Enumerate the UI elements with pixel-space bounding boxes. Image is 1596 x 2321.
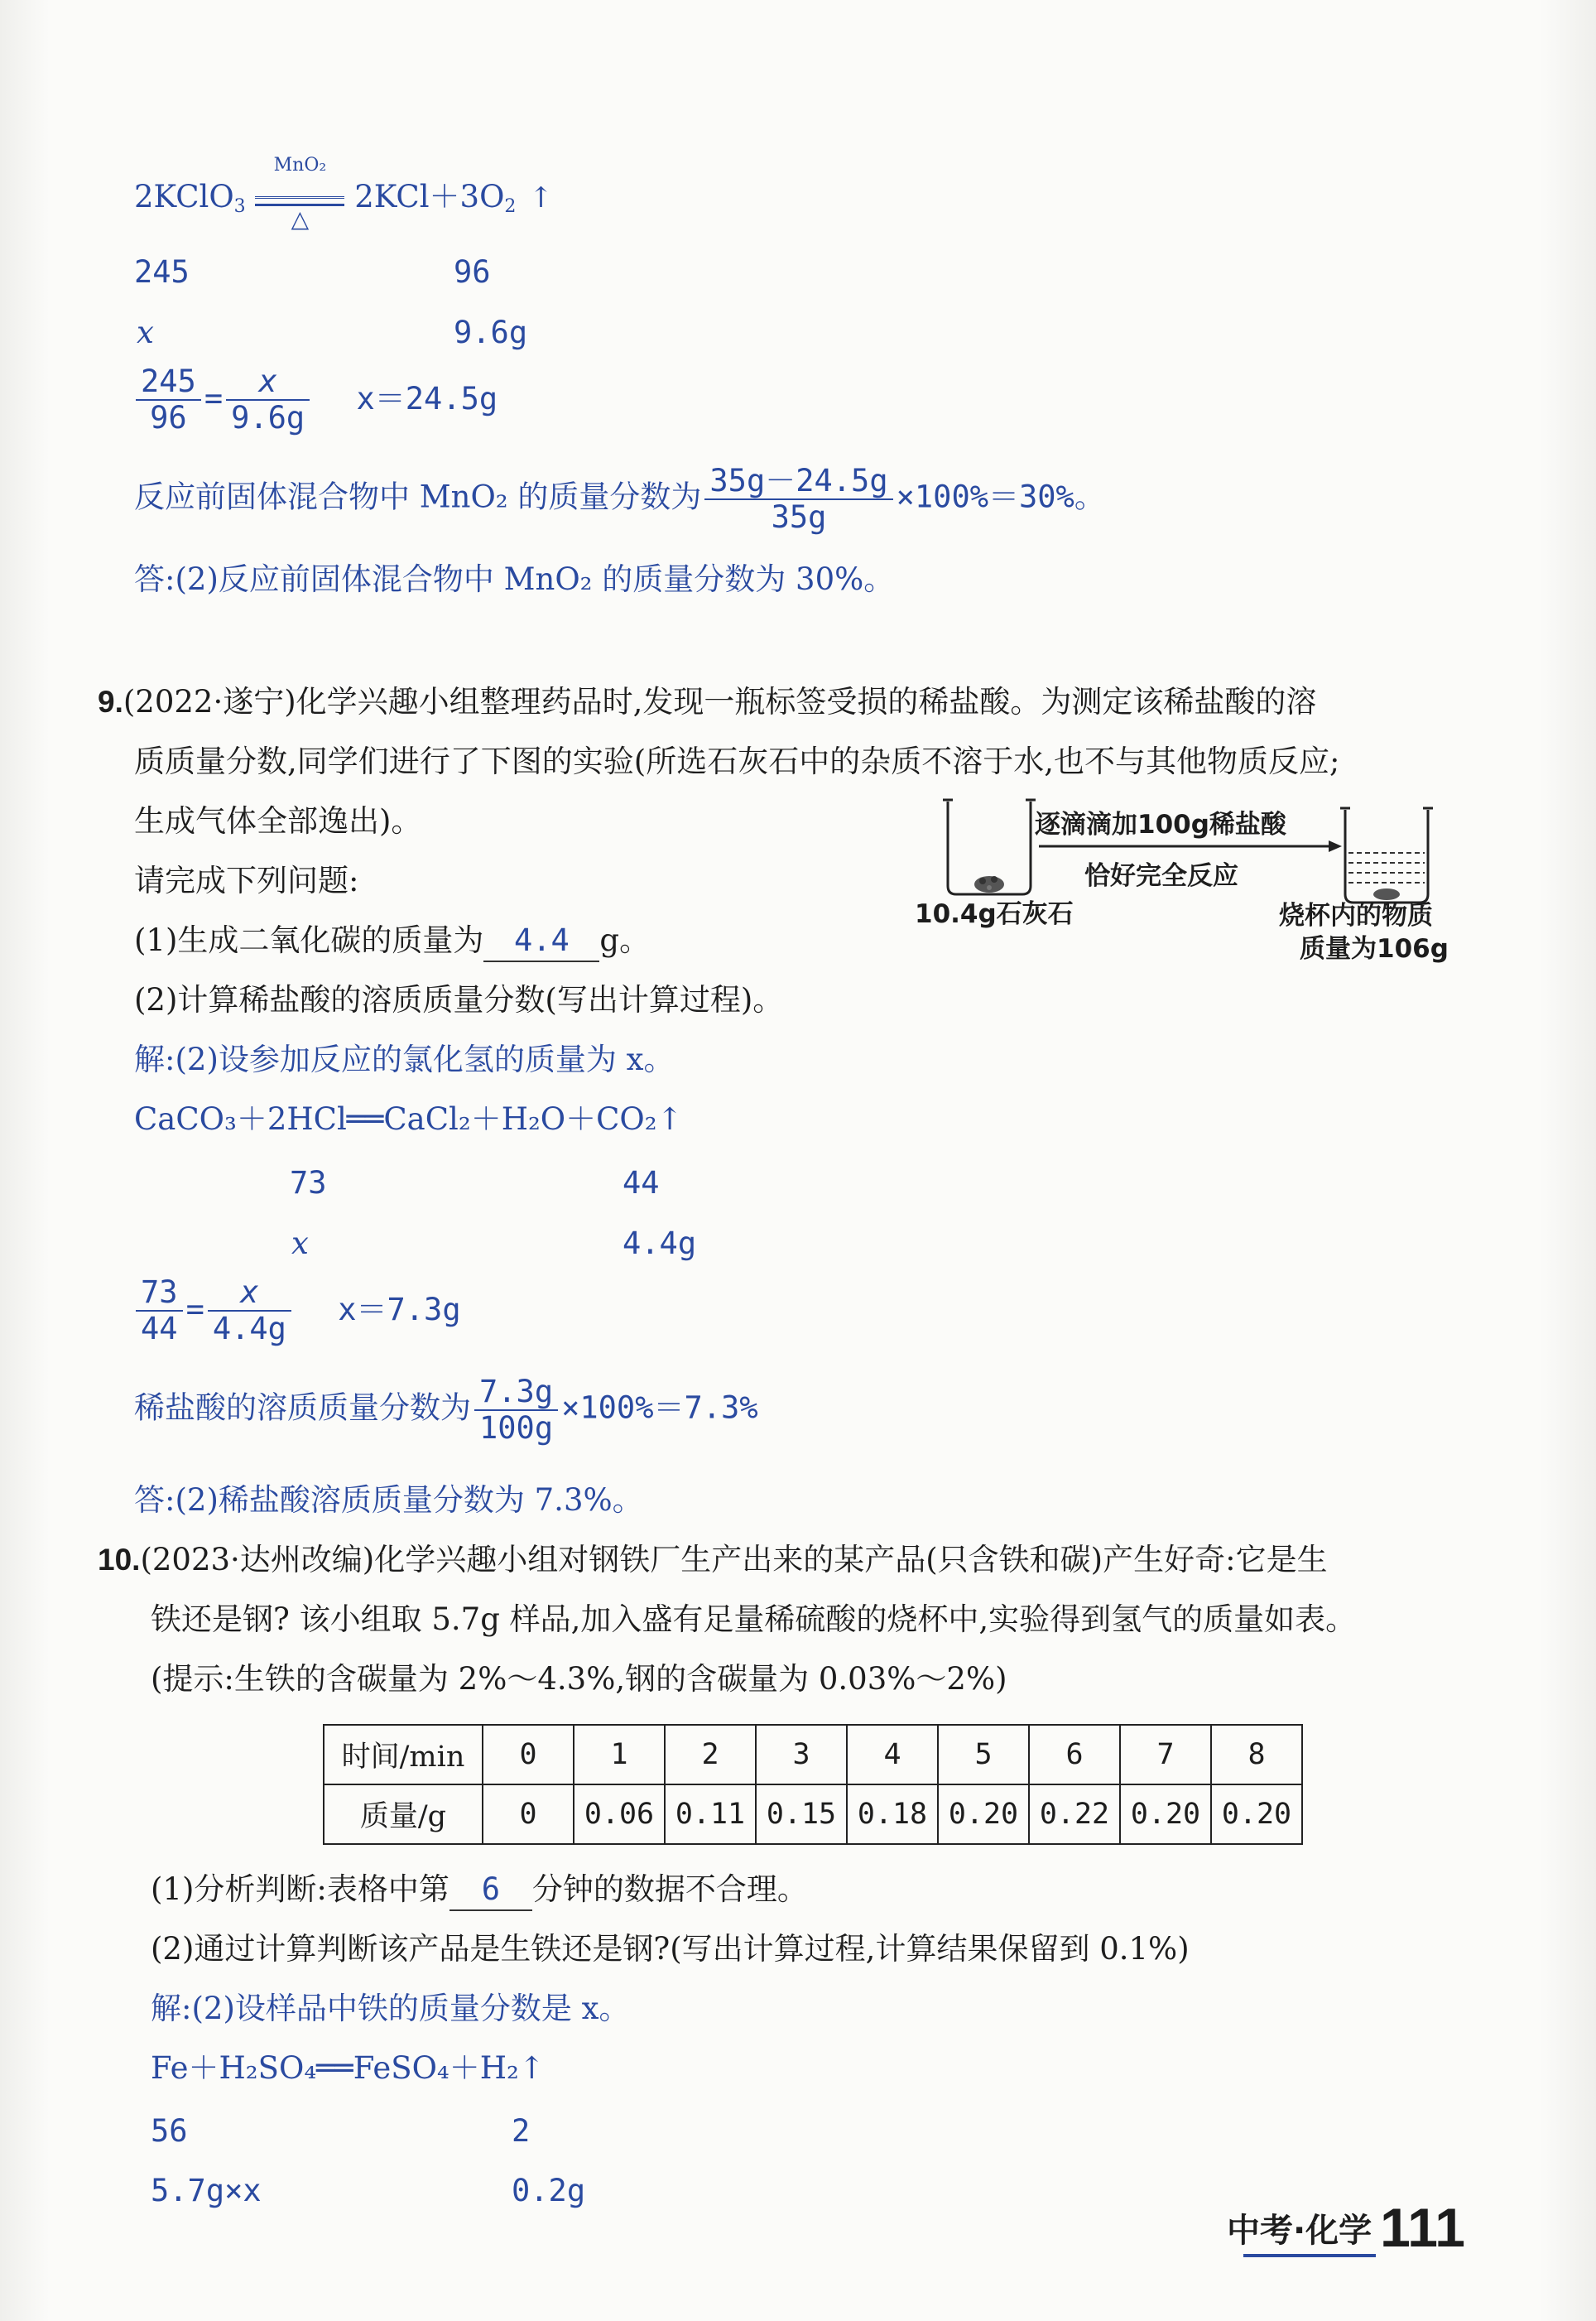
q9-ratio-num-2: x <box>208 1275 291 1312</box>
table-cell: 7 <box>1120 1725 1211 1784</box>
q9-calc-frac-num: 7.3g <box>474 1375 558 1411</box>
q9-equation: CaCO₃＋2HCl══CaCl₂＋H₂O＋CO₂↑ <box>134 1101 683 1137</box>
q9-text-3: 生成气体全部逸出)。 <box>134 803 422 839</box>
table-cell: 0.20 <box>1120 1784 1211 1844</box>
q9-text-2: 质质量分数,同学们进行了下图的实验(所选石灰石中的杂质不溶于水,也不与其他物质反应; <box>134 744 1340 779</box>
footer-subject: 中考·化学 <box>1226 2212 1372 2250</box>
ratio-result: x＝24.5g <box>356 380 498 417</box>
q10-molar-mass-1: 56 <box>151 2113 188 2149</box>
q9-ratio-den-1: 44 <box>141 1311 178 1346</box>
ratio-den-2: 9.6g <box>231 400 305 436</box>
table-cell: 0.15 <box>756 1784 847 1844</box>
q9-calc-frac-den: 100g <box>479 1410 554 1446</box>
q9-calc-result: ×100%＝7.3% <box>561 1389 758 1426</box>
calc-text: 反应前固体混合物中 MnO₂ 的质量分数为 <box>134 479 702 515</box>
q9-molar-mass-2: 44 <box>623 1165 660 1201</box>
q10-sub1-tail: 分钟的数据不合理。 <box>531 1871 808 1907</box>
q9-molar-mass-1: 73 <box>290 1165 327 1201</box>
reaction-condition <box>255 154 344 233</box>
q9-sub1-answer: 4.4 <box>483 921 599 962</box>
table-cell: 0.11 <box>665 1784 756 1844</box>
table-cell: 3 <box>756 1725 847 1784</box>
q9-mass-fraction-calc <box>134 1375 758 1446</box>
footer-underline <box>1243 2254 1376 2257</box>
q9-sub1-text: (1)生成二氧化碳的质量为 <box>134 922 484 958</box>
diagram-right-label-2: 质量为106g <box>1300 934 1449 964</box>
q10-value-1: 5.7g×x <box>151 2173 262 2208</box>
table-cell: 2 <box>665 1725 756 1784</box>
q10-line1 <box>98 1540 1328 1580</box>
q10-sub1 <box>151 1870 808 1911</box>
q9-answer: 答:(2)稀盐酸溶质质量分数为 7.3%。 <box>134 1482 643 1518</box>
table-cell: 1 <box>574 1725 665 1784</box>
q10-equation: Fe＋H₂SO₄══FeSO₄＋H₂↑ <box>151 2050 545 2086</box>
q10-molar-mass-2: 2 <box>512 2113 531 2149</box>
heat-symbol: △ <box>291 205 310 233</box>
equation-kclo3 <box>134 154 553 233</box>
q9-ratio-den-2: 4.4g <box>212 1311 286 1346</box>
q9-solution-intro: 解:(2)设参加反应的氯化氢的质量为 x。 <box>134 1042 675 1077</box>
q10-value-2: 0.2g <box>512 2173 586 2208</box>
eq-left-sub: 3 <box>233 196 246 217</box>
eq-right-sub: 2 <box>504 196 517 217</box>
q10-text-3: (提示:生铁的含碳量为 2%～4.3%,钢的含碳量为 0.03%～2%) <box>151 1661 1007 1697</box>
q9-sub2: (2)计算稀盐酸的溶质质量分数(写出计算过程)。 <box>134 982 784 1018</box>
q9-value-2: 4.4g <box>623 1226 697 1261</box>
answer-part1: 答:(2)反应前固体混合物中 MnO₂ 的质量分数为 30%。 <box>134 561 895 597</box>
arrow-head-icon <box>1329 840 1342 852</box>
table-cell: 0.20 <box>1211 1784 1302 1844</box>
gas-arrow-icon: ↑ <box>529 181 553 214</box>
q9-sub1-unit: g。 <box>599 922 651 958</box>
table-cell: 6 <box>1029 1725 1120 1784</box>
q9-text-1: (2022·遂宁)化学兴趣小组整理药品时,发现一瓶标签受损的稀盐酸。为测定该稀盐酸的溶 <box>123 684 1317 720</box>
q9-number: 9. <box>98 685 123 719</box>
q9-prompt: 请完成下列问题: <box>134 863 359 898</box>
table-header-time: 时间/min <box>324 1725 483 1784</box>
page-footer <box>1227 2196 1465 2257</box>
calc-result: ×100%＝30%。 <box>896 479 1105 515</box>
q10-sub2: (2)通过计算判断该产品是生铁还是钢?(写出计算过程,计算结果保留到 0.1%) <box>151 1931 1190 1967</box>
diagram-arrow-top-label: 逐滴滴加100g稀盐酸 <box>1035 810 1286 840</box>
table-cell: 0.06 <box>574 1784 665 1844</box>
q10-sub1-answer: 6 <box>449 1870 532 1911</box>
liquid-lines <box>1348 853 1425 883</box>
table-cell: 0 <box>483 1725 574 1784</box>
ratio-equation: $\frac{245}{96}$ = $\frac{x}{9.6g}$ x＝24.5g <box>132 364 498 436</box>
molar-mass-2: 96 <box>454 254 491 290</box>
table-header-mass: 质量/g <box>324 1784 483 1844</box>
ratio-den-1: 96 <box>150 400 187 436</box>
q10-text-1: (2023·达州改编)化学兴趣小组对钢铁厂生产出来的某产品(只含铁和碳)产生好奇:它是生 <box>140 1542 1328 1577</box>
q10-text-2: 铁还是钢? 该小组取 5.7g 样品,加入盛有足量稀硫酸的烧杯中,实验得到氢气的质量如表。 <box>151 1601 1357 1637</box>
table-cell: 0.22 <box>1029 1784 1120 1844</box>
q9-sub1 <box>134 921 650 962</box>
q9-variable-1: x <box>291 1226 309 1261</box>
page-number: 111 <box>1380 2197 1465 2258</box>
q9-ratio-result: x＝7.3g <box>338 1291 461 1327</box>
molar-mass-1: 245 <box>134 254 190 290</box>
value-2: 9.6g <box>454 315 528 350</box>
q9-line1 <box>98 682 1316 722</box>
table-cell: 0.20 <box>938 1784 1029 1844</box>
variable-1: x <box>137 315 154 350</box>
table-row-mass <box>324 1784 1302 1844</box>
ratio-num-2: x <box>226 364 310 401</box>
ratio-num-1: 245 <box>136 364 201 401</box>
q9-calc-text: 稀盐酸的溶质质量分数为 <box>134 1389 471 1426</box>
mass-fraction-calc <box>134 464 1105 535</box>
q9-ratio-num-1: 73 <box>136 1275 183 1312</box>
table-cell: 4 <box>847 1725 938 1784</box>
q9-experiment-diagram <box>915 795 1469 985</box>
table-row-time <box>324 1725 1302 1784</box>
q10-solution-intro: 解:(2)设样品中铁的质量分数是 x。 <box>151 1991 630 2026</box>
q10-number: 10. <box>98 1543 141 1577</box>
eq-right: 2KCl＋3O <box>354 179 505 214</box>
table-cell: 0.18 <box>847 1784 938 1844</box>
q9-ratio-equation: $\frac{73}{44}$ = $\frac{x}{4.4g}$ x＝7.3g <box>132 1275 461 1346</box>
eq-left: 2KClO <box>134 179 234 214</box>
table-cell: 5 <box>938 1725 1029 1784</box>
diagram-arrow-bottom-label: 恰好完全反应 <box>1084 861 1238 891</box>
diagram-left-label: 10.4g石灰石 <box>915 899 1074 929</box>
diagram-right-label-1: 烧杯内的物质 <box>1279 901 1433 931</box>
catalyst: MnO₂ <box>273 154 327 176</box>
table-cell: 0 <box>483 1784 574 1844</box>
calc-frac-den: 35g <box>771 499 827 535</box>
calc-frac-num: 35g－24.5g <box>704 464 892 500</box>
table-cell: 8 <box>1211 1725 1302 1784</box>
q10-data-table <box>323 1724 1303 1845</box>
q10-sub1-text: (1)分析判断:表格中第 <box>151 1871 449 1907</box>
